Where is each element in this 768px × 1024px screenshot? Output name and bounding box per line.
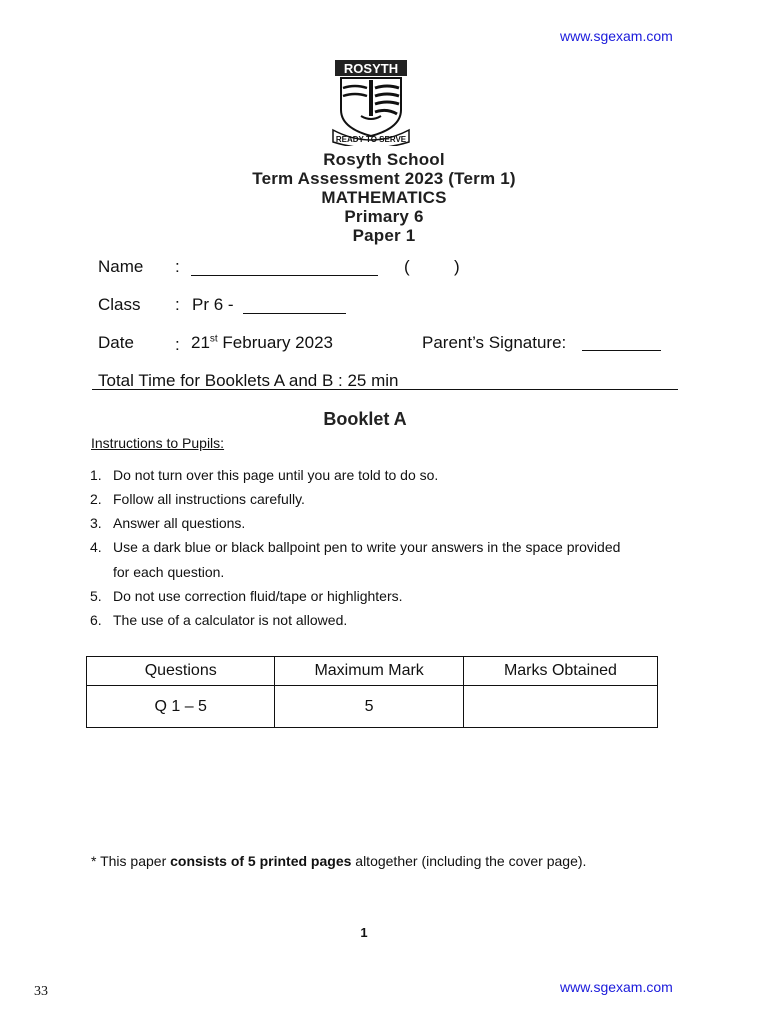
date-colon: : xyxy=(175,335,180,354)
register-paren-open: ( xyxy=(404,257,410,276)
date-day: 21 xyxy=(191,333,210,352)
instruction-number: 6. xyxy=(90,612,102,628)
page-number: 1 xyxy=(360,925,368,940)
instruction-text: Answer all questions. xyxy=(113,515,246,531)
svg-text:ROSYTH: ROSYTH xyxy=(343,61,399,76)
instruction-item xyxy=(0,467,768,487)
footer-website-link[interactable]: www.sgexam.com xyxy=(560,979,673,995)
header-questions: Questions xyxy=(87,657,275,686)
table-header-row xyxy=(87,657,658,686)
name-input-line[interactable] xyxy=(191,275,378,276)
marks-table xyxy=(86,656,658,728)
instruction-item xyxy=(0,491,768,511)
signature-input-line[interactable] xyxy=(582,350,661,351)
instruction-text: Use a dark blue or black ballpoint pen to write your answers in the space provided xyxy=(113,539,621,555)
instruction-text: Do not use correction fluid/tape or highlighters. xyxy=(113,588,403,604)
instruction-number: 4. xyxy=(90,539,102,555)
instruction-number: 3. xyxy=(90,515,102,531)
class-label: Class xyxy=(98,295,141,314)
header-website-link[interactable]: www.sgexam.com xyxy=(560,28,673,44)
instruction-number: 5. xyxy=(90,588,102,604)
parent-signature-label: Parent’s Signature: xyxy=(422,333,567,352)
instruction-text: The use of a calculator is not allowed. xyxy=(113,612,348,628)
table-row xyxy=(87,686,658,728)
class-value: Pr 6 - xyxy=(192,295,234,314)
booklet-title: Booklet A xyxy=(323,409,407,429)
date-month-year: February 2023 xyxy=(217,333,333,352)
instruction-item xyxy=(0,612,768,632)
note-suffix: altogether (including the cover page). xyxy=(351,853,587,869)
instruction-item xyxy=(0,515,768,535)
name-colon: : xyxy=(175,257,180,276)
instruction-text: for each question. xyxy=(113,564,225,580)
instructions-heading: Instructions to Pupils: xyxy=(91,435,225,451)
paper-title: Paper 1 xyxy=(352,226,416,245)
level-title: Primary 6 xyxy=(344,207,424,226)
school-crest-logo xyxy=(331,58,411,146)
class-input-line[interactable] xyxy=(243,313,346,314)
section-divider xyxy=(92,389,678,390)
header-maximum-mark: Maximum Mark xyxy=(275,657,463,686)
header-marks-obtained: Marks Obtained xyxy=(463,657,657,686)
date-label: Date xyxy=(98,333,134,352)
school-name: Rosyth School xyxy=(323,150,445,169)
subject-title: MATHEMATICS xyxy=(321,188,447,207)
date-suffix: st xyxy=(209,333,218,345)
date-value xyxy=(191,333,333,353)
name-label: Name xyxy=(98,257,144,276)
assessment-title: Term Assessment 2023 (Term 1) xyxy=(252,169,516,188)
register-paren-close: ) xyxy=(454,257,460,276)
instruction-number: 1. xyxy=(90,467,102,483)
svg-text:READY TO SERVE: READY TO SERVE xyxy=(335,135,407,144)
instruction-item xyxy=(0,588,768,608)
printed-pages-note xyxy=(91,853,586,869)
instruction-text: Do not turn over this page until you are told to do so. xyxy=(113,467,439,483)
cell-questions: Q 1 – 5 xyxy=(87,686,275,728)
instruction-item xyxy=(0,539,768,559)
cell-marks-obtained[interactable] xyxy=(463,686,657,728)
instruction-item xyxy=(0,564,768,584)
note-prefix: * This paper xyxy=(91,853,171,869)
total-time-text: Total Time for Booklets A and B : 25 min xyxy=(98,371,399,390)
footer-page-left: 33 xyxy=(34,984,48,999)
cell-maximum-mark: 5 xyxy=(275,686,463,728)
class-colon: : xyxy=(175,295,180,314)
instruction-text: Follow all instructions carefully. xyxy=(113,491,305,507)
instruction-number: 2. xyxy=(90,491,102,507)
note-bold: consists of 5 printed pages xyxy=(170,853,352,869)
